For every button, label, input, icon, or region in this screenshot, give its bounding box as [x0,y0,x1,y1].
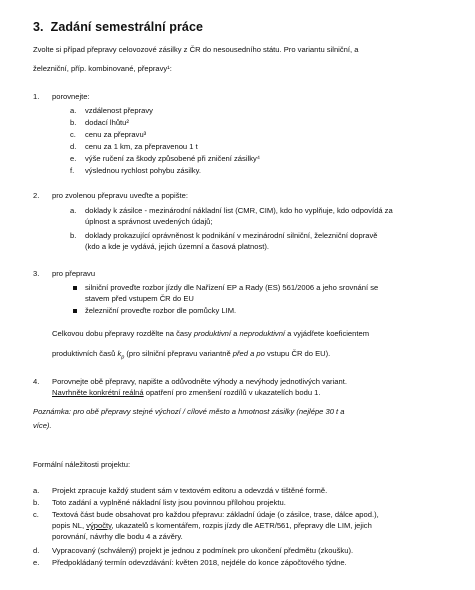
paragraph-line: produktivních časů $k_p$ (pro silniční přepravu variantně před a po vstupu ČR do EU). [52,349,331,361]
bullet-item-line: železniční proveďte rozbor dle pomůcky LIM. [85,306,237,315]
note-line: Poznámka: pro obě přepravy stejné výchozí / cílové město a hmotnost zásilky (nejlépe 30 t a [33,407,345,416]
section-3-number: 3. [33,269,40,278]
list-letter: e. [33,558,40,567]
section-3-title: pro přepravu [52,269,96,278]
list-letter: f. [70,166,75,175]
section-2-title: pro zvolenou přepravu uveďte a popište: [52,191,188,200]
intro-line-1: Zvolte si případ přepravy celovozové zásilky z ČR do nesousedního státu. Pro variantu silniční, a [33,45,359,54]
section-4-line: Navrhněte konkrétní reálná opatření pro zmenšení rozdílů v ukazatelích bodu 1. [52,388,321,397]
section-4-line: Porovnejte obě přepravy, napište a odůvodněte výhody a nevýhody jednotlivých variant. [52,377,347,386]
list-letter: d. [33,546,40,555]
list-letter: d. [70,142,77,151]
list-item: vzdálenost přepravy [85,106,153,115]
formal-title: Formální náležitosti projektu: [33,460,131,469]
list-letter: a. [70,106,77,115]
list-letter: c. [70,130,76,139]
list-item: cenu za přepravu³ [85,130,147,139]
bullet-item-line: silniční proveďte rozbor jízdy dle Nařízení EP a Rady (ES) 561/2006 a jeho srovnání se [85,283,379,292]
list-item: Předpokládaný termín odevzdávání: květen 2018, nejdéle do konce zápočtového týdne. [52,558,347,567]
list-item: cenu za 1 km, za přepravenou 1 t [85,142,198,151]
list-letter: e. [70,154,77,163]
list-letter: a. [33,486,40,495]
list-item-line: (kdo a kde je vydává, jejich územní a časová platnost). [85,242,270,251]
list-item: výslednou rychlost pohybu zásilky. [85,166,201,175]
bullet-square-icon [73,286,77,290]
list-letter: b. [70,231,77,240]
list-item-line: úplnost a správnost uvedených údajů; [85,217,213,226]
bullet-square-icon [73,309,77,313]
note-line: více). [33,421,52,430]
list-item-line: Textová část bude obsahovat pro každou přepravu: základní údaje (o zásilce, trase, dálce apod.), [52,510,379,519]
list-letter: c. [33,510,39,519]
list-letter: b. [70,118,77,127]
list-item-line: porovnání, návrhy dle bodu 4 a závěry. [52,532,183,541]
section-2-number: 2. [33,191,40,200]
heading-title: Zadání semestrální práce [50,20,204,34]
list-item: Vypracovaný (schválený) projekt je jednou z podmínek pro ukončení předmětu (zkoušku). [52,546,354,555]
bullet-item-line: stavem před vstupem ČR do EU [85,294,194,303]
list-letter: a. [70,206,77,215]
list-item: Toto zadání a vyplněné nákladní listy jsou povinnou přílohou projektu. [52,498,286,507]
section-4-number: 4. [33,377,40,386]
list-item: výše ručení za škody způsobené při zničení zásilky⁴ [85,154,261,163]
paragraph-line: Celkovou dobu přepravy rozdělte na časy produktivní a neproduktivní a vyjádřete koeficientem [52,329,370,338]
list-item: Projekt zpracuje každý student sám v textovém editoru a odevzdá v tištěné formě. [52,486,328,495]
heading-number: 3. [33,20,44,34]
section-heading [33,20,203,34]
section-1-title: porovnejte: [52,92,90,101]
section-1-number: 1. [33,92,40,101]
list-item: dodací lhůtu² [85,118,129,127]
list-item-line: doklady k zásilce - mezinárodní nákladní list (CMR, CIM), kdo ho vyplňuje, kdo odpovídá za [85,206,393,215]
list-letter: b. [33,498,40,507]
list-item-line: doklady prokazující oprávněnost k podnikání v mezinárodní silniční, železniční dopravě [85,231,378,240]
intro-line-2: železniční, příp. kombinované, přepravy¹: [33,64,172,73]
list-item-line: popis NL, výpočty, ukazatelů s komentářem, rozpis jízdy dle AETR/561, přepravy dle LIM, jejich [52,521,372,530]
